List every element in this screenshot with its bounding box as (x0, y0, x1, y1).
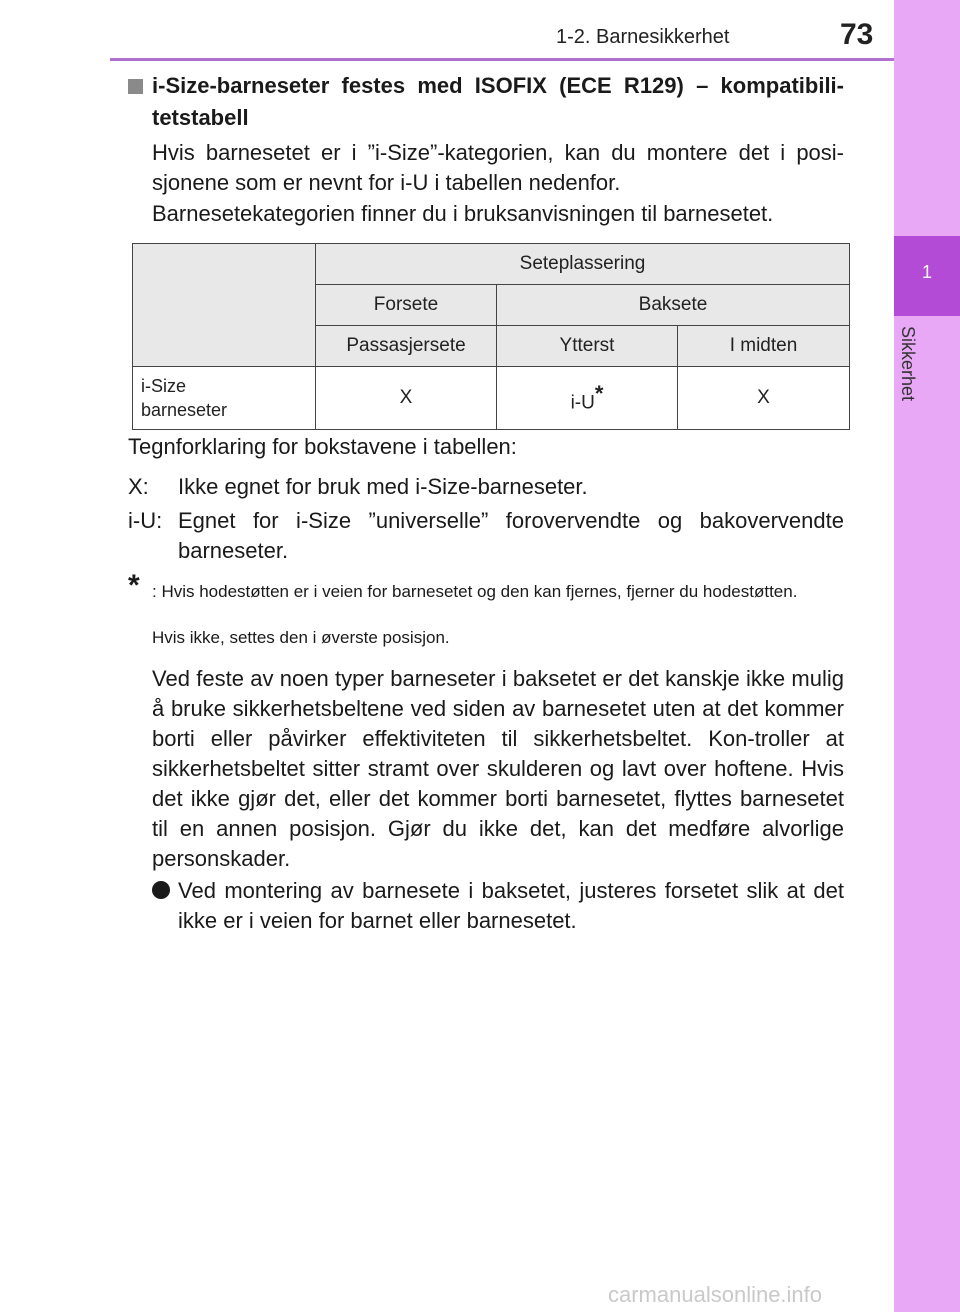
header-section-title: 1-2. Barnesikkerhet (556, 26, 730, 48)
square-bullet-icon (128, 79, 143, 94)
bullet-dot-icon (152, 881, 170, 899)
table-cell-middle: X (678, 367, 850, 430)
header-divider (110, 58, 894, 61)
table-header-outer: Ytterst (497, 326, 678, 367)
table-row (133, 367, 850, 430)
table-header-seating: Seteplassering (316, 244, 850, 285)
section-heading-text: i-Size-barneseter festes med ISOFIX (ECE R129) – kompatibili-tetstabell (152, 73, 844, 130)
page-number: 73 (840, 18, 874, 51)
row-label-line1: i-Size (141, 376, 187, 396)
legend-text-iu: Egnet for i-Size ”universelle” forovervendte og bakovervendte barneseter. (178, 508, 844, 563)
legend-text-x: Ikke egnet for bruk med i-Size-barneseter. (178, 474, 588, 499)
footnote-text: : Hvis hodestøtten er i veien for barnesetet og den kan fjernes, fjerner du hodestøtten. (152, 582, 798, 601)
table-cell-outer-value: i-U (570, 392, 595, 414)
legend-key-iu: i-U: (128, 508, 163, 533)
footnote-star: * (128, 569, 140, 602)
chapter-side-tab (894, 0, 960, 1312)
caution-paragraph: Ved feste av noen typer barneseter i baksetet er det kanskje ikke mulig å bruke sikkerhetsbeltene ved siden av barnesetet uten at det kommer borti eller påvirker effektiviteten til sikkerhetsbeltet. Kon-troller at sikkerhetsbeltet sitter stramt over skulderen og lavt over hoftene. Hvis det ikke gjør det, eller det kommer borti barnesetet, flyttes barnesetet til en annen posisjon. Gjør du ikke det, kan det medføre alvorlige personskader. (152, 666, 844, 871)
row-label-line2: barneseter (141, 400, 228, 420)
table-cell-passenger: X (316, 367, 497, 430)
watermark: carmanualsonline.info (608, 1282, 823, 1307)
compatibility-table (132, 243, 850, 430)
legend-intro: Tegnforklaring for bokstavene i tabellen: (128, 434, 517, 459)
intro-paragraph: Hvis barnesetet er i ”i-Size”-kategorien, kan du montere det i posi-sjonene som er nevnt for i-U i tabellen nedenfor. (152, 140, 844, 195)
table-header-passenger: Passasjersete (316, 326, 497, 367)
footnote-marker: * (594, 381, 604, 407)
chapter-number: 1 (921, 262, 932, 282)
table-header-middle: I midten (678, 326, 850, 367)
table-header-front: Forsete (316, 285, 497, 326)
table-corner-cell (133, 244, 316, 367)
footnote-text-2: Hvis ikke, settes den i øverste posisjon. (152, 628, 450, 647)
chapter-label: Sikkerhet (898, 326, 918, 402)
bullet-text: Ved montering av barnesete i baksetet, justeres forsetet slik at det ikke er i veien for barnet eller barnesetet. (178, 878, 844, 933)
legend-key-x: X: (128, 474, 149, 499)
intro-paragraph-2: Barnesetekategorien finner du i bruksanvisningen til barnesetet. (152, 201, 774, 226)
table-header-rear: Baksete (497, 285, 850, 326)
table-cell-outer (497, 367, 678, 430)
table-row-label (133, 367, 316, 430)
